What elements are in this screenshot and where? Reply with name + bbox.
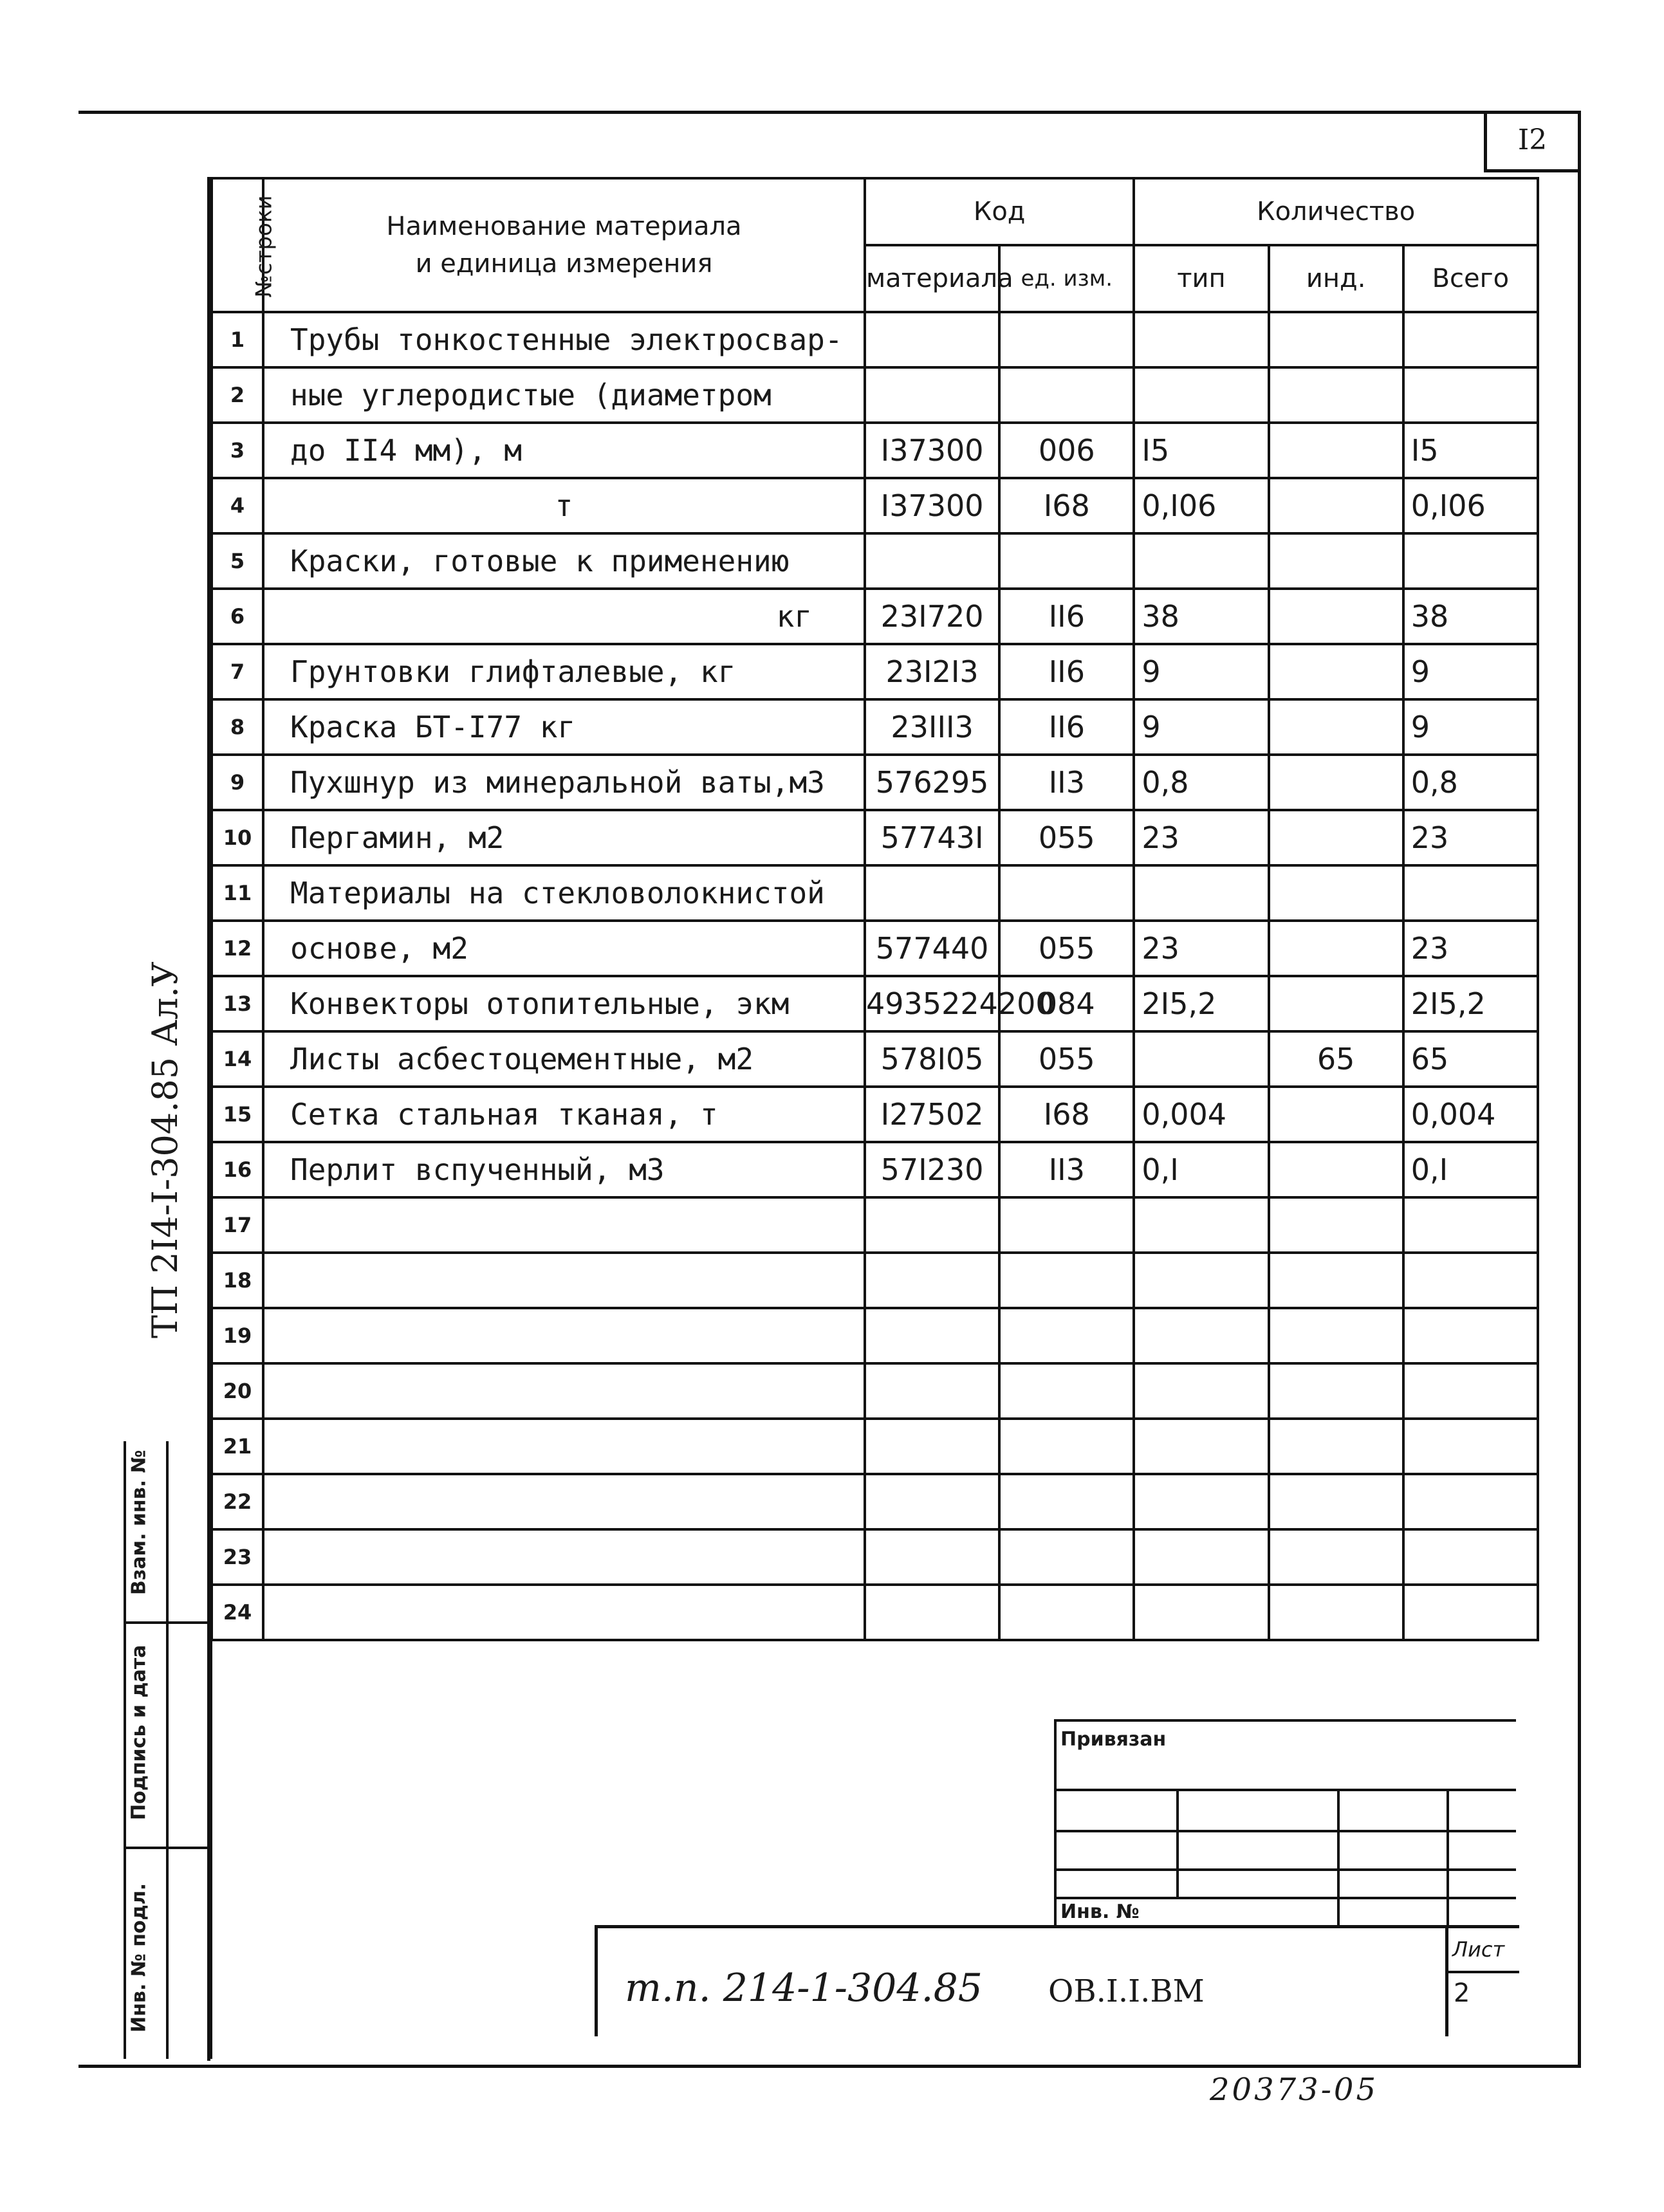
unit-code <box>999 533 1134 589</box>
table-row <box>212 1308 1538 1363</box>
privyazan-label: Привязан <box>1060 1728 1167 1751</box>
qty-ind <box>1269 533 1403 589</box>
qty-tip <box>1134 1253 1268 1308</box>
qty-total <box>1403 1197 1538 1253</box>
table-row <box>212 423 1538 478</box>
qty-tip <box>1134 1529 1268 1585</box>
material-code <box>865 1419 999 1474</box>
header-vsego: Всего <box>1403 245 1538 312</box>
qty-total: 23 <box>1403 921 1538 976</box>
material-code: 578I05 <box>865 1031 999 1087</box>
unit-code: II3 <box>999 1142 1134 1197</box>
unit-code <box>999 865 1134 921</box>
table-row <box>212 1585 1538 1640</box>
qty-ind <box>1269 423 1403 478</box>
qty-tip <box>1134 1474 1268 1529</box>
unit-code <box>999 312 1134 367</box>
qty-tip <box>1134 312 1268 367</box>
sheet-number: 2 <box>1454 1978 1470 2008</box>
materials-table <box>210 177 1539 1641</box>
material-name: Пухшнур из минеральной ваты,м3 <box>263 755 865 810</box>
material-name: Перлит вспученный, м3 <box>263 1142 865 1197</box>
document-code-vertical: ТП 2I4-I-304.85 Ал.У <box>145 961 185 1338</box>
qty-tip: 9 <box>1134 644 1268 699</box>
row-number: 19 <box>212 1308 263 1363</box>
qty-total <box>1403 1585 1538 1640</box>
qty-tip: I5 <box>1134 423 1268 478</box>
qty-tip: 23 <box>1134 921 1268 976</box>
row-number: 15 <box>212 1087 263 1142</box>
qty-ind <box>1269 976 1403 1031</box>
qty-total <box>1403 865 1538 921</box>
material-code <box>865 1529 999 1585</box>
material-name: Листы асбестоцементные, м2 <box>263 1031 865 1087</box>
side-stamp-column <box>124 1441 212 2059</box>
row-number: 21 <box>212 1419 263 1474</box>
row-number: 4 <box>212 478 263 533</box>
table-row <box>212 1474 1538 1529</box>
qty-total <box>1403 1474 1538 1529</box>
sheet-code: ОВ.I.I.ВМ <box>1048 1973 1205 2009</box>
qty-total <box>1403 533 1538 589</box>
row-number: 8 <box>212 699 263 755</box>
qty-ind <box>1269 1308 1403 1363</box>
row-number: 20 <box>212 1363 263 1419</box>
material-name: до II4 мм), м <box>263 423 865 478</box>
side-label-vzam: Взам. инв. № <box>127 1450 151 1595</box>
material-code <box>865 533 999 589</box>
row-number: 7 <box>212 644 263 699</box>
header-kod: Код <box>865 178 1134 245</box>
material-name <box>263 1197 865 1253</box>
sheet-box <box>1445 1928 1519 2036</box>
material-name: Краска БТ-I77 кг <box>263 699 865 755</box>
material-code <box>865 1308 999 1363</box>
material-code <box>865 865 999 921</box>
table-row <box>212 589 1538 644</box>
table-row <box>212 533 1538 589</box>
material-code <box>865 367 999 423</box>
unit-code <box>999 1308 1134 1363</box>
material-name <box>263 1308 865 1363</box>
unit-code: I68 <box>999 478 1134 533</box>
table-row <box>212 699 1538 755</box>
qty-total <box>1403 367 1538 423</box>
qty-ind <box>1269 644 1403 699</box>
qty-total: 9 <box>1403 644 1538 699</box>
qty-total: 0,I06 <box>1403 478 1538 533</box>
table-row <box>212 1087 1538 1142</box>
material-code: 57743I <box>865 810 999 865</box>
material-name: Материалы на стекловолокнистой <box>263 865 865 921</box>
row-number: 16 <box>212 1142 263 1197</box>
qty-tip: 0,004 <box>1134 1087 1268 1142</box>
header-name <box>263 178 865 312</box>
qty-ind <box>1269 810 1403 865</box>
qty-total: 0,004 <box>1403 1087 1538 1142</box>
row-number: 24 <box>212 1585 263 1640</box>
row-number: 5 <box>212 533 263 589</box>
material-code: I27502 <box>865 1087 999 1142</box>
qty-ind <box>1269 1142 1403 1197</box>
qty-ind <box>1269 1363 1403 1419</box>
unit-code: 055 <box>999 1031 1134 1087</box>
table-row <box>212 976 1538 1031</box>
qty-tip <box>1134 367 1268 423</box>
row-number: 22 <box>212 1474 263 1529</box>
qty-ind <box>1269 755 1403 810</box>
qty-tip: 0,I <box>1134 1142 1268 1197</box>
row-number: 10 <box>212 810 263 865</box>
qty-tip: 38 <box>1134 589 1268 644</box>
material-name: Трубы тонкостенные электросвар- <box>263 312 865 367</box>
qty-tip <box>1134 1197 1268 1253</box>
table-row <box>212 921 1538 976</box>
qty-total <box>1403 1419 1538 1474</box>
row-number: 17 <box>212 1197 263 1253</box>
qty-tip: 2I5,2 <box>1134 976 1268 1031</box>
material-code <box>865 312 999 367</box>
unit-code <box>999 1585 1134 1640</box>
handwritten-project-code: т.п. 214-1-304.85 <box>625 1966 983 2011</box>
row-number: 3 <box>212 423 263 478</box>
qty-ind <box>1269 1197 1403 1253</box>
row-number: 2 <box>212 367 263 423</box>
row-number: 6 <box>212 589 263 644</box>
qty-ind <box>1269 1474 1403 1529</box>
material-code: 23I720 <box>865 589 999 644</box>
unit-code: II6 <box>999 589 1134 644</box>
side-label-podpis: Подпись и дата <box>127 1645 151 1820</box>
qty-total <box>1403 1253 1538 1308</box>
unit-code <box>999 1363 1134 1419</box>
side-cell-podpis <box>126 1621 210 1849</box>
qty-tip <box>1134 1419 1268 1474</box>
row-number: 18 <box>212 1253 263 1308</box>
qty-tip: 23 <box>1134 810 1268 865</box>
qty-tip: 0,I06 <box>1134 478 1268 533</box>
qty-total: 2I5,2 <box>1403 976 1538 1031</box>
row-number: 23 <box>212 1529 263 1585</box>
header-ed-izm: ед. изм. <box>999 245 1134 312</box>
unit-code: II6 <box>999 699 1134 755</box>
material-code: 577440 <box>865 921 999 976</box>
material-name: Пергамин, м2 <box>263 810 865 865</box>
header-ind: инд. <box>1269 245 1403 312</box>
qty-tip <box>1134 1585 1268 1640</box>
material-name <box>263 1253 865 1308</box>
material-name: Конвекторы отопительные, экм <box>263 976 865 1031</box>
qty-tip <box>1134 1363 1268 1419</box>
qty-ind <box>1269 1529 1403 1585</box>
qty-ind: 65 <box>1269 1031 1403 1087</box>
qty-total: 0,8 <box>1403 755 1538 810</box>
table-row <box>212 865 1538 921</box>
qty-total <box>1403 312 1538 367</box>
header-kolichestvo: Количество <box>1134 178 1538 245</box>
unit-code: 055 <box>999 921 1134 976</box>
qty-ind <box>1269 312 1403 367</box>
unit-code: 055 <box>999 810 1134 865</box>
material-name: Сетка стальная тканая, т <box>263 1087 865 1142</box>
header-name-line2: и единица измерения <box>415 249 713 279</box>
unit-code <box>999 1529 1134 1585</box>
header-name-line1: Наименование материала <box>386 212 742 241</box>
sheet-label: Лист <box>1452 1937 1505 1962</box>
material-name: кг <box>263 589 865 644</box>
row-number: 14 <box>212 1031 263 1087</box>
material-name: ные углеродистые (диаметром <box>263 367 865 423</box>
qty-ind <box>1269 367 1403 423</box>
material-name: Грунтовки глифталевые, кг <box>263 644 865 699</box>
material-code: I37300 <box>865 423 999 478</box>
material-code <box>865 1253 999 1308</box>
qty-total: 0,I <box>1403 1142 1538 1197</box>
qty-ind <box>1269 921 1403 976</box>
unit-code: 006 <box>999 423 1134 478</box>
qty-total: 38 <box>1403 589 1538 644</box>
title-block-upper <box>1054 1719 1516 1925</box>
qty-ind <box>1269 699 1403 755</box>
material-code <box>865 1585 999 1640</box>
inv-no-label: Инв. № <box>1060 1901 1140 1923</box>
qty-ind <box>1269 1419 1403 1474</box>
unit-code <box>999 367 1134 423</box>
row-number: 13 <box>212 976 263 1031</box>
qty-tip <box>1134 1031 1268 1087</box>
side-cell-inv-podl <box>126 1847 210 2059</box>
qty-tip: 0,8 <box>1134 755 1268 810</box>
table-row <box>212 1529 1538 1585</box>
material-code <box>865 1197 999 1253</box>
table-row <box>212 755 1538 810</box>
material-code: 576295 <box>865 755 999 810</box>
unit-code: II3 <box>999 755 1134 810</box>
material-name <box>263 1363 865 1419</box>
header-stroki: №строки <box>212 178 263 312</box>
unit-code: 084 <box>999 976 1134 1031</box>
material-name <box>263 1529 865 1585</box>
unit-code: I68 <box>999 1087 1134 1142</box>
qty-total: 65 <box>1403 1031 1538 1087</box>
qty-total <box>1403 1363 1538 1419</box>
table-row <box>212 1142 1538 1197</box>
qty-total: 23 <box>1403 810 1538 865</box>
unit-code <box>999 1419 1134 1474</box>
material-code <box>865 1363 999 1419</box>
table-row <box>212 644 1538 699</box>
material-code <box>865 1474 999 1529</box>
unit-code <box>999 1197 1134 1253</box>
row-number: 9 <box>212 755 263 810</box>
unit-code: II6 <box>999 644 1134 699</box>
qty-ind <box>1269 865 1403 921</box>
qty-ind <box>1269 589 1403 644</box>
table-row <box>212 478 1538 533</box>
material-code: 23III3 <box>865 699 999 755</box>
qty-ind <box>1269 1253 1403 1308</box>
material-name: основе, м2 <box>263 921 865 976</box>
unit-code <box>999 1253 1134 1308</box>
page-number: I2 <box>1484 111 1578 172</box>
header-tip: тип <box>1134 245 1268 312</box>
qty-total: 9 <box>1403 699 1538 755</box>
material-name <box>263 1474 865 1529</box>
table-row <box>212 1197 1538 1253</box>
side-cell-vzam <box>126 1441 210 1624</box>
qty-tip: 9 <box>1134 699 1268 755</box>
qty-ind <box>1269 478 1403 533</box>
material-name <box>263 1585 865 1640</box>
table-row <box>212 312 1538 367</box>
material-name <box>263 1419 865 1474</box>
qty-tip <box>1134 865 1268 921</box>
qty-ind <box>1269 1087 1403 1142</box>
unit-code <box>999 1474 1134 1529</box>
material-name: т <box>263 478 865 533</box>
archive-number: 20373-05 <box>1210 2072 1378 2108</box>
table-row <box>212 1419 1538 1474</box>
row-number: 11 <box>212 865 263 921</box>
table-row <box>212 810 1538 865</box>
table-row <box>212 1253 1538 1308</box>
material-code: 4935224200 <box>865 976 999 1031</box>
table-row <box>212 1363 1538 1419</box>
table-row <box>212 367 1538 423</box>
material-code: I37300 <box>865 478 999 533</box>
qty-total: I5 <box>1403 423 1538 478</box>
qty-tip <box>1134 533 1268 589</box>
row-number: 12 <box>212 921 263 976</box>
qty-total <box>1403 1308 1538 1363</box>
qty-tip <box>1134 1308 1268 1363</box>
qty-total <box>1403 1529 1538 1585</box>
main-stamp <box>595 1925 1519 2036</box>
material-name: Краски, готовые к применению <box>263 533 865 589</box>
material-code: 57I230 <box>865 1142 999 1197</box>
table-row <box>212 1031 1538 1087</box>
side-label-inv-podl: Инв. № подл. <box>127 1883 151 2032</box>
material-code: 23I2I3 <box>865 644 999 699</box>
header-material: материала <box>865 245 999 312</box>
row-number: 1 <box>212 312 263 367</box>
qty-ind <box>1269 1585 1403 1640</box>
